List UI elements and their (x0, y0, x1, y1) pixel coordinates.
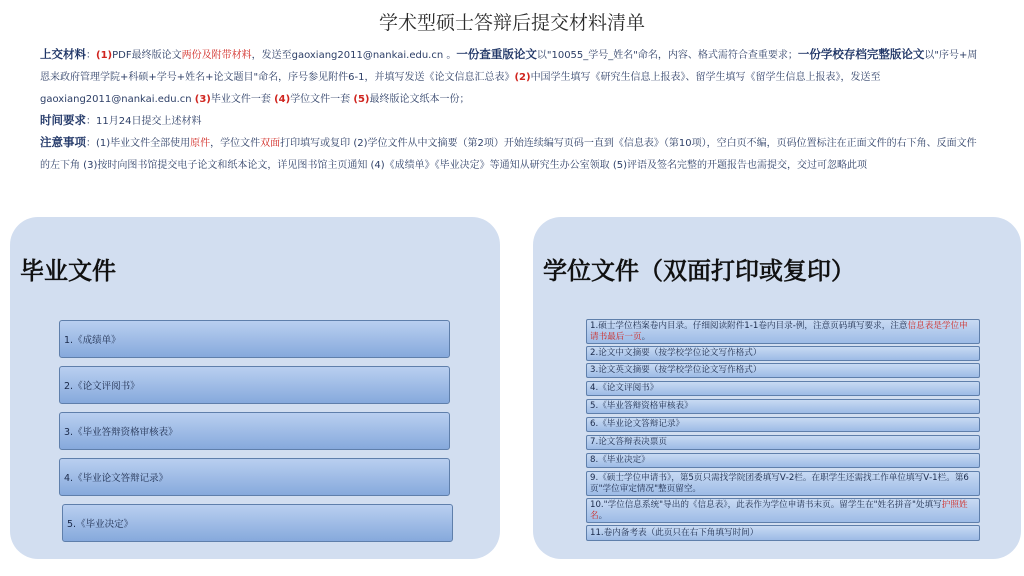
degree-item: 8.《毕业决定》 (586, 453, 980, 468)
graduation-item: 1.《成绩单》 (59, 320, 450, 358)
notes-paragraph: 注意事项：(1)毕业文件全部使用原件，学位文件双面打印填写或复印 (2)学位文件从中文摘要（第2项）开始连续编写页码一直到《信息表》（第10项），空白页不编，页码位置标注在正面文件的右下角、反面文件的左下角 (3)按时向图书馆提交电子论文和纸本论文，详见图书馆主页通知 (4)《成绩单》《毕业决定》等通知从研究生办公室领取 (5)评语及签名完整的开题报告也需提交，交过可忽略此项 (40, 135, 977, 171)
graduation-item: 4.《毕业论文答辩记录》 (59, 458, 450, 496)
materials-paragraph: 上交材料：(1)PDF最终版论文两份及附带材料，发送至gaoxiang2011@nankai.edu.cn 。一份查重版论文以"10055_学号_姓名"命名，内容、格式需符合查重要求；一份学校存档完整版论文以"序号+周恩来政府管理学院+科硕+学号+姓名+论文题目"命名，序号参见附件6-1，并填写发送《论文信息汇总表》(2)中国学生填写《研究生信息上报表》、留学生填写《留学生信息上报表》，发送至gaoxiang2011@nankai.edu.cn (3)毕业文件一套 (4)学位文件一套 (5)最终版论文纸本一份； (40, 47, 978, 105)
degree-item: 10."学位信息系统"导出的《信息表》，此表作为学位申请书末页。留学生在"姓名拼音"处填写护照姓名。 (586, 498, 980, 523)
materials-label: 上交材料 (40, 47, 86, 61)
degree-item: 6.《毕业论文答辩记录》 (586, 417, 980, 432)
degree-item: 1.硕士学位档案卷内目录。仔细阅读附件1-1卷内目录-例，注意页码填写要求，注意信息表是学位申请书最后一页。 (586, 319, 980, 344)
page-title: 学术型硕士答辩后提交材料清单 (378, 12, 645, 34)
graduation-item: 5.《毕业决定》 (62, 504, 453, 542)
time-label: 时间要求 (40, 113, 86, 127)
degree-item: 11.卷内备考表（此页只在右下角填写时间） (586, 525, 980, 541)
degree-item: 9.《硕士学位申请书》，第5页只需找学院团委填写Ⅴ-2栏。在职学生还需找工作单位填写Ⅴ-1栏。第6页"学位审定情况"整页留空。 (586, 471, 980, 496)
time-paragraph: 时间要求：11月24日提交上述材料 (40, 113, 202, 127)
graduation-item: 3.《毕业答辩资格审核表》 (59, 412, 450, 450)
notes-label: 注意事项 (40, 135, 86, 149)
degree-item: 2.论文中文摘要（按学校学位论文写作格式） (586, 346, 980, 361)
time-value: 11月24日提交上述材料 (96, 116, 202, 127)
degree-item: 4.《论文评阅书》 (586, 381, 980, 396)
degree-files-panel (533, 217, 1021, 559)
degree-item: 5.《毕业答辩资格审核表》 (586, 399, 980, 414)
degree-item: 3.论文英文摘要（按学校学位论文写作格式） (586, 363, 980, 378)
graduation-item: 2.《论文评阅书》 (59, 366, 450, 404)
graduation-files-heading: 毕业文件 (20, 257, 116, 285)
graduation-files-panel (10, 217, 500, 559)
degree-files-heading: 学位文件（双面打印或复印） (543, 257, 855, 285)
degree-item: 7.论文答辩表决票页 (586, 435, 980, 450)
